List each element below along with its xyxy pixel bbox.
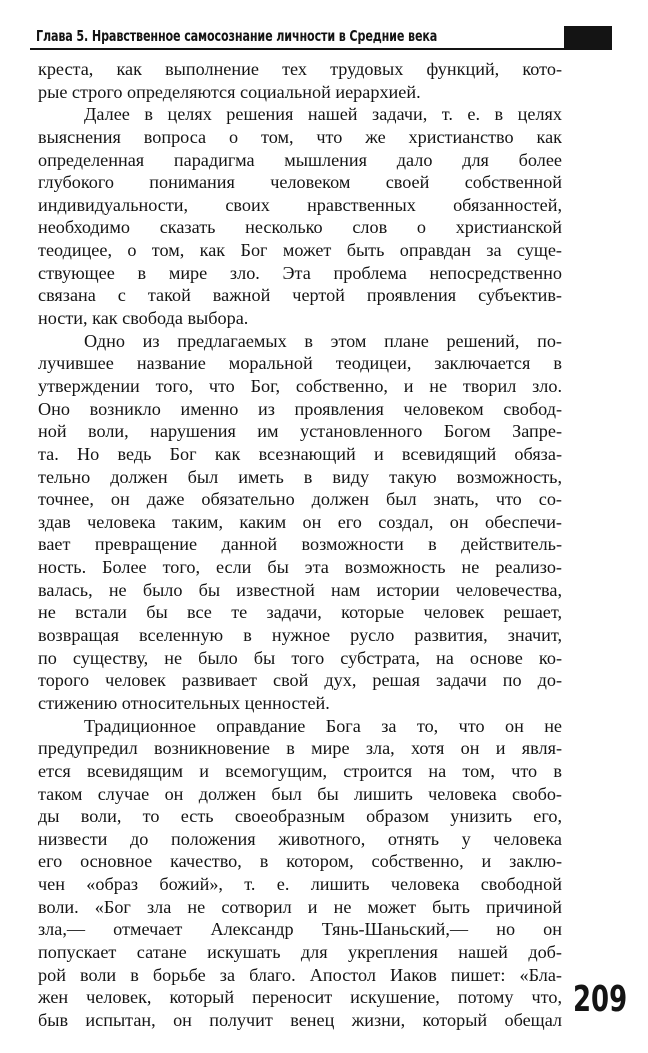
text-line: необходимо сказать несколько слов о христианской — [38, 217, 562, 238]
text-line: ды воли, то есть своеобразным образом унизить его, — [38, 806, 562, 827]
text-line: не встали бы все те задачи, которые человек решает, — [38, 602, 562, 623]
text-line: теодицее, о том, как Бог может быть оправдан за суще- — [38, 240, 562, 261]
text-line: его основное качество, в котором, собственно, и заклю- — [38, 851, 562, 872]
text-line: ствующее в мире зло. Эта проблема непосредственно — [38, 262, 562, 283]
text-line: вает превращение данной возможности в действитель- — [38, 534, 562, 555]
text-line: рой воли в борьбе за благо. Апостол Иаков пишет: «Бла- — [38, 964, 562, 985]
text-line: глубокого понимания человеком своей собственной — [38, 172, 562, 193]
text-line: Далее в целях решения нашей задачи, т. е. в целях — [84, 104, 562, 125]
text-line: ется всевидящим и всемогущим, строится на том, что в — [38, 760, 562, 781]
text-line: индивидуальности, своих нравственных обязанностей, — [38, 194, 562, 215]
text-line: низвести до положения животного, отнять у человека — [38, 828, 562, 849]
text-line: попускает сатане искушать для укрепления нашей доб- — [38, 941, 562, 962]
running-title: Глава 5. Нравственное самосознание личности в Средние века — [36, 27, 438, 45]
text-line: быв испытан, он получит венец жизни, который обещал — [38, 1009, 562, 1030]
text-line: по существу, не было бы того субстрата, на основе ко- — [38, 647, 562, 668]
text-line: точнее, он даже обязательно должен был знать, что со- — [38, 489, 562, 510]
text-line: здав человека таким, каким он его создал, он обеспечи- — [38, 511, 562, 532]
text-line: ности, как свобода выбора. — [38, 308, 249, 329]
text-line: ность. Более того, если бы эта возможность не реализо- — [38, 557, 562, 578]
text-line: связана с такой важной чертой проявления субъектив- — [38, 285, 562, 306]
text-line: утверждении того, что Бог, собственно, и не творил зло. — [38, 375, 562, 396]
running-header — [30, 26, 612, 50]
text-line: торого человек развивает свой дух, решая задачи по до- — [38, 670, 562, 691]
text-line: Оно возникло именно из проявления человеком свобод- — [38, 398, 562, 419]
text-line: определенная парадигма мышления дало для более — [38, 149, 562, 170]
text-line: таком случае он должен был бы лишить человека свобо- — [38, 783, 562, 804]
text-line: ной воли, нарушения им установленного Богом Запре- — [38, 421, 562, 442]
body-text — [38, 58, 562, 1032]
text-line: Традиционное оправдание Бога за то, что он не — [84, 715, 562, 736]
text-line: валась, не было бы известной нам истории человечества, — [38, 579, 562, 600]
text-line: лучившее название моральной теодицеи, заключается в — [38, 353, 562, 374]
text-line: рые строго определяются социальной иерархией. — [38, 81, 421, 102]
header-black-bar — [564, 26, 612, 48]
text-line: Одно из предлагаемых в этом плане решений, по- — [84, 330, 562, 351]
text-line: тельно должен был иметь в виду такую возможность, — [38, 466, 562, 487]
text-line: выяснения вопроса о том, что же христианство как — [38, 126, 562, 147]
page-number: 209 — [573, 979, 628, 1020]
text-line: возвращая вселенную в нужное русло развития, значит, — [38, 625, 562, 646]
text-line: зла,— отмечает Александр Тянь-Шаньский,— но он — [38, 919, 562, 940]
text-line: предупредил возникновение в мире зла, хотя он и явля- — [38, 738, 562, 759]
text-line: жен человек, который переносит искушение, потому что, — [38, 987, 562, 1008]
text-line: та. Но ведь Бог как всезнающий и всевидящий обяза- — [38, 443, 562, 464]
text-line: креста, как выполнение тех трудовых функций, кото- — [38, 59, 562, 79]
text-line: воли. «Бог зла не сотворил и не может быть причиной — [38, 896, 562, 917]
text-line: стижению относительных ценностей. — [38, 692, 330, 713]
text-line: чен «образ божий», т. е. лишить человека свободной — [38, 874, 562, 895]
